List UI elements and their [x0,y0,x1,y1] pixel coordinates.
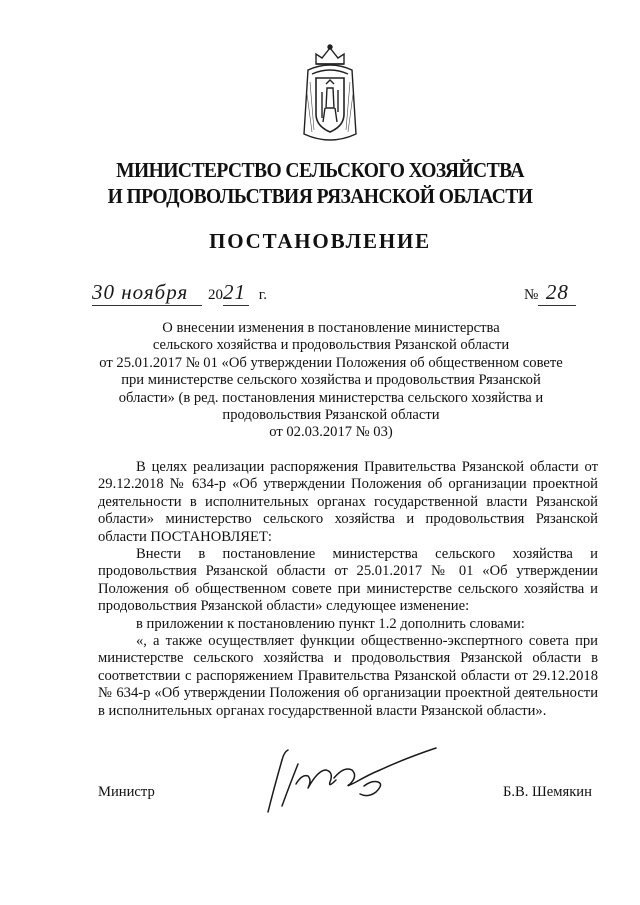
title-line: сельского хозяйства и продовольствия Рязанской области [152,337,510,354]
date-year-prefix: 20 [208,287,223,303]
body-paragraph-preamble: В целях реализации распоряжения Правительства Рязанской области от 29.12.2018 № 634-р «Об утверждении Положения об организации проектной деятельности в исполнительных органах государственной власти Рязанской области» министерство сельского хозяйства и продовольствия Рязанской области ПОСТАНОВЛЯЕТ: [98,459,598,545]
signer-position: Министр [98,784,155,800]
body-paragraph-added-text: «, а также осуществляет функции общественно-экспертного совета при министерстве сельского хозяйства и продовольствия Рязанской области в соответствии с распоряжением Правительства Рязанской области от 29.12.2018 № 634-р «Об утверждении Положения об организации проектной деятельности в исполнительных органах государственной власти Рязанской области». [98,633,598,719]
handwritten-signature-icon [260,740,440,816]
title-line: О внесении изменения в постановление министерства [162,320,500,336]
signer-name: Б.В. Шемякин [503,784,592,800]
body-paragraph-instruction: в приложении к постановлению пункт 1.2 дополнить словами: [136,615,525,632]
date-day-month: 30 ноября [92,280,189,304]
organization-name-line1: МИНИСТЕРСТВО СЕЛЬСКОГО ХОЗЯЙСТВА [116,158,524,182]
date-suffix: г. [258,287,267,303]
organization-name-line2: И ПРОДОВОЛЬСТВИЯ РЯЗАНСКОЙ ОБЛАСТИ [107,184,533,208]
body-paragraph-amendment: Внести в постановление министерства сельского хозяйства и продовольствия Рязанской области от 25.01.2017 № 01 «Об утверждении Положения об общественном совете при министерстве сельского хозяйства и продовольствия Рязанской области» следующее изменение: [98,546,598,615]
document-type: ПОСТАНОВЛЕНИЕ [209,229,431,253]
date-year-suffix: 21 [223,280,246,304]
coat-of-arms-icon [294,42,366,150]
document-body [98,459,598,720]
document-title [90,320,572,442]
title-line: от 02.03.2017 № 03) [269,424,393,441]
title-line: от 25.01.2017 № 01 «Об утверждении Положения об общественном совете [99,354,563,371]
title-line: продовольствия Рязанской области [222,407,440,424]
title-line: при министерстве сельского хозяйства и продовольствия Рязанской [121,372,541,389]
number-prefix: № [524,287,539,303]
document-date [92,282,267,306]
title-line: области» (в ред. постановления министерства сельского хозяйства и [118,389,544,406]
document-number [524,282,576,306]
number-value: 28 [545,280,569,304]
